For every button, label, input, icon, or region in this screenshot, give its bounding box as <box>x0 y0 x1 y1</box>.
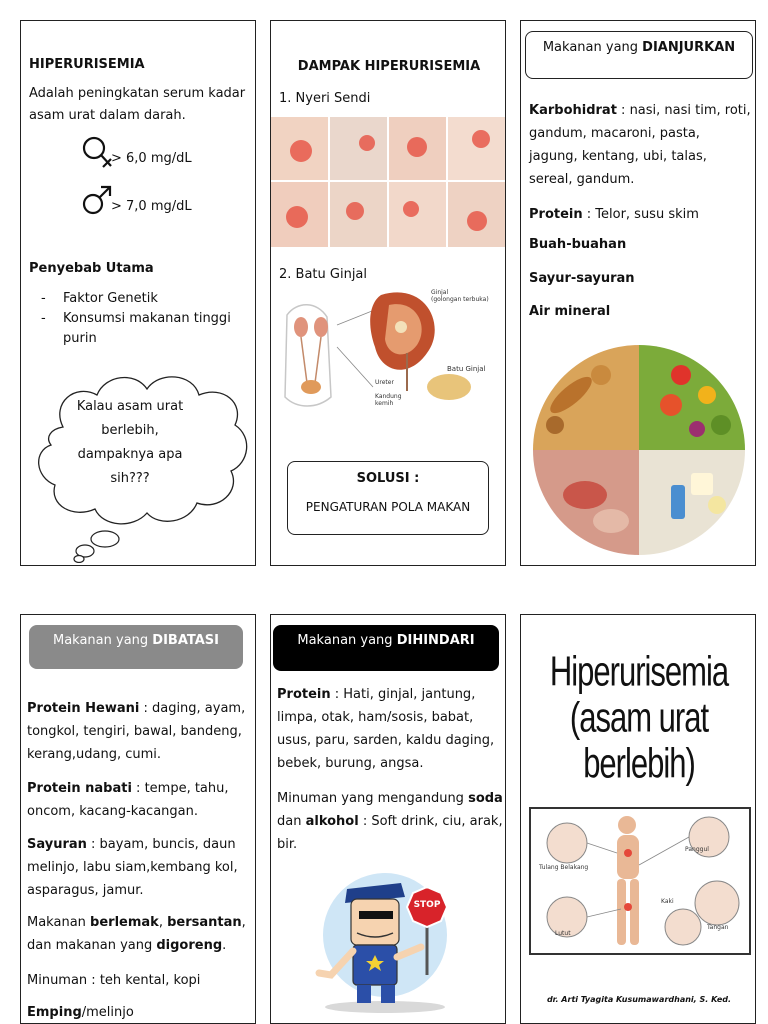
male-uric-value: > 7,0 mg/dL <box>111 199 192 214</box>
panel2-title: DAMPAK HIPERURISEMIA <box>297 59 481 74</box>
list-item: - Konsumsi makanan tinggi purin <box>29 309 239 349</box>
water-label: Air mineral <box>529 304 611 319</box>
fruit-label: Buah-buahan <box>529 237 627 252</box>
panel1-title: HIPERURISEMIA <box>29 57 145 72</box>
solution-text: PENGATURAN POLA MAKAN <box>305 500 471 514</box>
ureter-label: Ureter <box>375 379 394 386</box>
panel-impact <box>270 20 506 566</box>
panel-recommended-food <box>520 20 756 566</box>
emping-text: Emping/melinjo <box>27 1005 134 1020</box>
recommended-header: Makanan yang DIANJURKAN <box>525 31 753 79</box>
definition-text: Adalah peningkatan serum kadar asam urat dalam darah. <box>29 86 246 123</box>
thought-bubble-text: Kalau asam urat berlebih, dampaknya apa sih??? <box>76 399 184 486</box>
vegetable-limited-text: Sayuran : bayam, buncis, daun melinjo, labu siam,kembang kol, asparagus, jamur. <box>27 837 238 898</box>
list-item: - Faktor Genetik <box>29 289 239 309</box>
author-name: dr. Arti Tyagita Kusumawardhani, S. Ked. <box>546 995 732 1004</box>
drink-limited-text: Minuman : teh kental, kopi <box>27 973 201 988</box>
police-stop-illustration <box>305 865 461 1015</box>
avoided-header: Makanan yang DIHINDARI <box>273 625 499 671</box>
bladder-label: Kandung kemih <box>375 393 402 407</box>
vegetable-label: Sayur-sayuran <box>529 271 635 286</box>
animal-protein-text: Protein Hewani : daging, ayam, tongkol, tengiri, bawal, bandeng, kerang,udang, cumi. <box>27 701 246 762</box>
kidney-stone-label: Batu Ginjal <box>447 365 486 373</box>
stop-sign-text: STOP <box>413 900 441 910</box>
panel-limited-food <box>20 614 256 1024</box>
panel-cover <box>520 614 756 1024</box>
limited-header: Makanan yang DIBATASI <box>29 625 243 669</box>
hand-label: Tangan <box>707 924 729 931</box>
panel-definition <box>20 20 256 566</box>
hip-label: Panggul <box>685 846 709 853</box>
plant-protein-text: Protein nabati : tempe, tahu, oncom, kacang-kacangan. <box>27 781 229 819</box>
protein-text: Protein : Telor, susu skim <box>529 207 699 222</box>
impact-kidney-stone: 2. Batu Ginjal <box>279 267 368 282</box>
impact-joint-pain: 1. Nyeri Sendi <box>279 91 371 106</box>
food-wheel-image <box>531 345 747 555</box>
carb-text: Karbohidrat : nasi, nasi tim, roti, gandum, macaroni, pasta, jagung, kentang, ubi, talas, sereal, gandum. <box>529 103 751 187</box>
foot-label: Kaki <box>661 898 674 905</box>
panel-avoided-food <box>270 614 506 1024</box>
solution-title: SOLUSI : <box>356 471 420 486</box>
joint-pain-photos <box>271 117 506 247</box>
solution-box <box>287 461 489 535</box>
avoided-drink-text: Minuman yang mengandung soda dan alkohol : Soft drink, ciu, arak, bir. <box>277 791 503 852</box>
female-uric-value: > 6,0 mg/dL <box>111 151 192 166</box>
male-symbol-icon <box>81 183 115 217</box>
kidney-label: Ginjal (golongan terbuka) <box>431 289 489 303</box>
avoided-protein-text: Protein : Hati, ginjal, jantung, limpa, otak, ham/sosis, babat, usus, paru, sarden, kaldu daging, bebek, burung, angsa. <box>277 687 495 771</box>
cause-list <box>29 289 239 349</box>
fatty-food-text: Makanan berlemak, bersantan, dan makanan yang digoreng. <box>27 915 246 953</box>
cause-heading: Penyebab Utama <box>29 261 154 276</box>
cover-title: Hiperurisemia (asam urat berlebih) <box>549 647 729 787</box>
knee-label: Lutut <box>555 930 571 937</box>
spine-label: Tulang Belakang <box>539 864 589 871</box>
